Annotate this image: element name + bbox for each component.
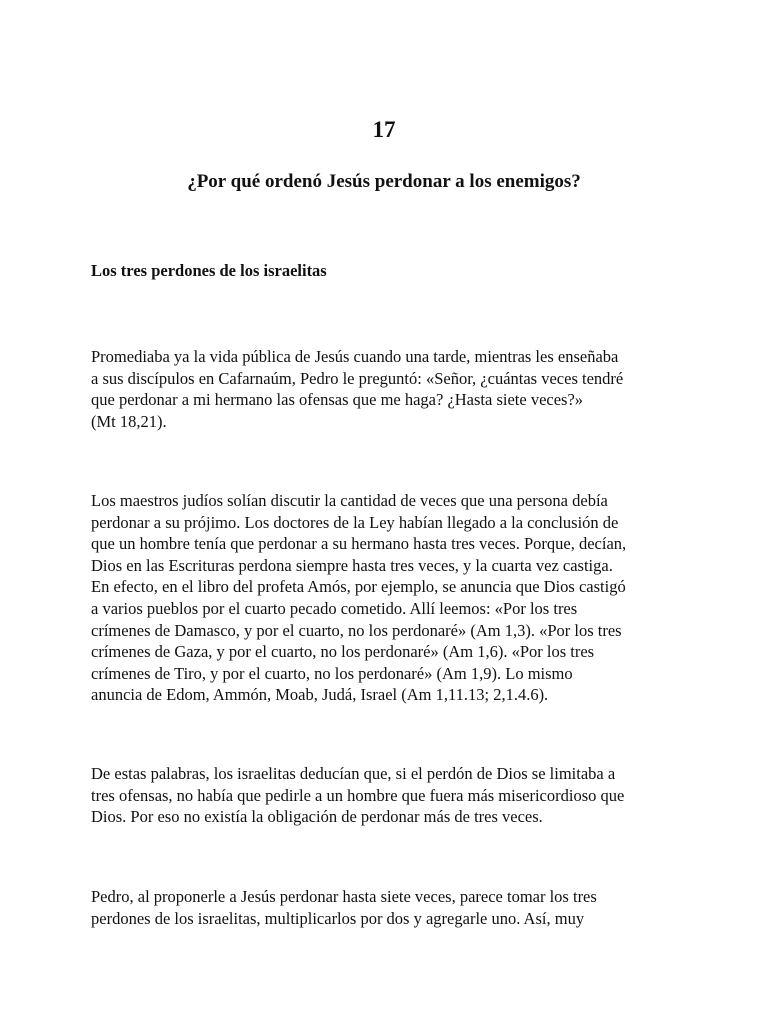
paragraph-line: crímenes de Damasco, y por el cuarto, no los perdonaré» (Am 1,3). «Por los tres xyxy=(91,620,622,640)
paragraph-1 xyxy=(91,346,681,432)
paragraph-line: que un hombre tenía que perdonar a su hermano hasta tres veces. Porque, decían, xyxy=(91,534,627,554)
paragraph-line: (Mt 18,21). xyxy=(91,411,167,431)
paragraph-line: Pedro, al proponerle a Jesús perdonar hasta siete veces, parece tomar los tres xyxy=(91,887,597,906)
paragraph-line: que perdonar a mi hermano las ofensas que me haga? ¿Hasta siete veces?» xyxy=(91,390,584,410)
paragraph-line: crímenes de Tiro, y por el cuarto, no los perdonaré» (Am 1,9). Lo mismo xyxy=(91,663,573,683)
paragraph-3 xyxy=(91,763,681,828)
paragraph-line: Promediaba ya la vida pública de Jesús cuando una tarde, mientras les enseñaba xyxy=(91,347,619,366)
paragraph-line: Dios. Por eso no existía la obligación de perdonar más de tres veces. xyxy=(91,807,543,827)
paragraph-line: En efecto, en el libro del profeta Amós, por ejemplo, se anuncia que Dios castigó xyxy=(91,577,626,597)
paragraph-2 xyxy=(91,490,681,706)
paragraph-line: a varios pueblos por el cuarto pecado cometido. Allí leemos: «Por los tres xyxy=(91,598,578,618)
paragraph-line: crímenes de Gaza, y por el cuarto, no los perdonaré» (Am 1,6). «Por los tres xyxy=(91,642,595,662)
section-heading: Los tres perdones de los israelitas xyxy=(91,261,327,280)
paragraph-line: Dios en las Escrituras perdona siempre hasta tres veces, y la cuarta vez castiga. xyxy=(91,555,613,575)
chapter-number: 17 xyxy=(372,117,396,142)
paragraph-line: De estas palabras, los israelitas deducían que, si el perdón de Dios se limitaba a xyxy=(91,764,616,783)
paragraph-line: perdonar a su prójimo. Los doctores de la Ley habían llegado a la conclusión de xyxy=(91,512,619,532)
paragraph-line: a sus discípulos en Cafarnaúm, Pedro le preguntó: «Señor, ¿cuántas veces tendré xyxy=(91,368,624,388)
paragraph-line: anuncia de Edom, Ammón, Moab, Judá, Israel (Am 1,11.13; 2,1.4.6). xyxy=(91,685,549,705)
paragraph-4 xyxy=(91,886,681,929)
paragraph-line: Los maestros judíos solían discutir la cantidad de veces que una persona debía xyxy=(91,491,608,510)
paragraph-line: perdones de los israelitas, multiplicarlos por dos y agregarle uno. Así, muy xyxy=(91,908,585,928)
paragraph-line: tres ofensas, no había que pedirle a un hombre que fuera más misericordioso que xyxy=(91,785,625,805)
chapter-title: ¿Por qué ordenó Jesús perdonar a los enemigos? xyxy=(187,171,581,192)
